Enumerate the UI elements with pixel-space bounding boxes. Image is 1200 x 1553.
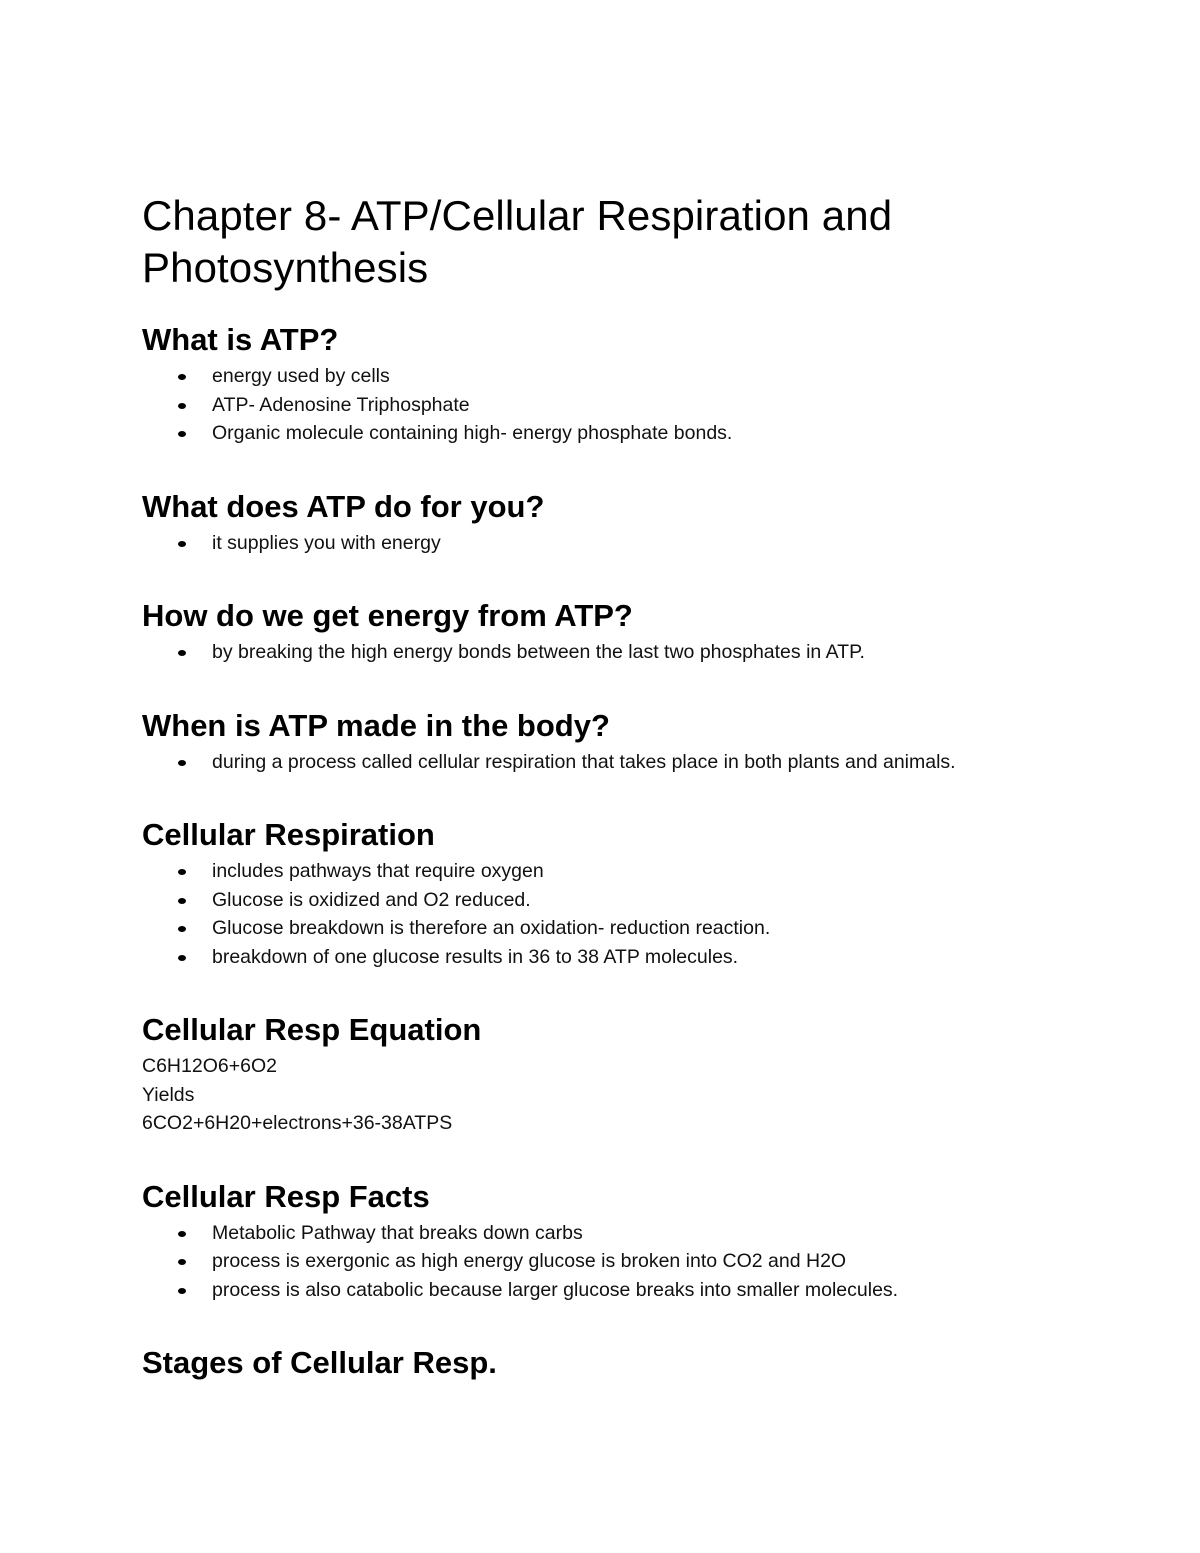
section-when-atp-made — [142, 708, 1102, 777]
document-title: Chapter 8- ATP/Cellular Respiration and Photosynthesis — [142, 192, 893, 291]
bullet-icon — [178, 541, 186, 547]
bullet-list — [142, 529, 1102, 558]
list-item — [142, 638, 1102, 667]
bullet-icon — [178, 374, 186, 380]
list-item — [142, 857, 1102, 886]
document-page — [142, 190, 1102, 1422]
bullet-list — [142, 857, 1102, 971]
list-item-text: Glucose breakdown is therefore an oxidation- reduction reaction. — [212, 917, 771, 939]
list-item-text: breakdown of one glucose results in 36 to 38 ATP molecules. — [212, 945, 739, 968]
list-item-text: energy used by cells — [212, 365, 390, 387]
bullet-icon — [178, 869, 186, 875]
list-item-text: ATP- Adenosine Triphosphate — [212, 393, 470, 416]
list-item-text: by breaking the high energy bonds between the last two phosphates in ATP. — [212, 641, 865, 663]
section-what-is-atp — [142, 322, 1102, 448]
bullet-icon — [178, 760, 186, 766]
bullet-list — [142, 362, 1102, 448]
bullet-icon — [178, 1259, 186, 1265]
list-item-text: during a process called cellular respiration that takes place in both plants and animals. — [212, 750, 956, 773]
bullet-icon — [178, 898, 186, 904]
section-heading: What is ATP? — [142, 322, 339, 357]
list-item — [142, 362, 1102, 391]
list-item — [142, 419, 1102, 448]
section-heading: What does ATP do for you? — [142, 488, 545, 524]
section-cellular-resp-equation — [142, 1012, 1102, 1138]
bullet-icon — [178, 955, 186, 961]
list-item — [142, 943, 1102, 972]
section-heading: Cellular Resp Equation — [142, 1012, 482, 1047]
bullet-icon — [178, 1288, 186, 1294]
list-item-text: Metabolic Pathway that breaks down carbs — [212, 1221, 583, 1244]
list-item-text: process is exergonic as high energy glucose is broken into CO2 and H2O — [212, 1250, 847, 1272]
section-stages-cellular-resp — [142, 1345, 1102, 1381]
bullet-icon — [178, 926, 186, 932]
section-heading: How do we get energy from ATP? — [142, 598, 633, 633]
equation-line: 6CO2+6H20+electrons+36-38ATPS — [142, 1112, 453, 1134]
list-item — [142, 1219, 1102, 1248]
section-heading: When is ATP made in the body? — [142, 707, 610, 743]
bullet-icon — [178, 650, 186, 656]
list-item-text: it supplies you with energy — [212, 531, 441, 554]
equation-line: C6H12O6+6O2 — [142, 1055, 277, 1077]
list-item-text: Glucose is oxidized and O2 reduced. — [212, 888, 531, 911]
list-item — [142, 529, 1102, 558]
list-item-text: includes pathways that require oxygen — [212, 860, 544, 882]
list-item — [142, 886, 1102, 915]
section-what-does-atp-do — [142, 489, 1102, 558]
bullet-list — [142, 748, 1102, 777]
equation-line: Yields — [142, 1083, 195, 1106]
section-heading: Cellular Resp Facts — [142, 1178, 430, 1214]
list-item-text: Organic molecule containing high- energy phosphate bonds. — [212, 422, 733, 444]
bullet-list — [142, 638, 1102, 667]
equation-block — [142, 1052, 1102, 1138]
section-heading: Stages of Cellular Resp. — [142, 1345, 497, 1380]
section-heading: Cellular Respiration — [142, 817, 435, 852]
bullet-icon — [178, 431, 186, 437]
list-item — [142, 748, 1102, 777]
bullet-list — [142, 1219, 1102, 1305]
list-item — [142, 1276, 1102, 1305]
section-energy-from-atp — [142, 598, 1102, 667]
list-item — [142, 391, 1102, 420]
list-item — [142, 1247, 1102, 1276]
list-item-text: process is also catabolic because larger glucose breaks into smaller molecules. — [212, 1278, 899, 1301]
section-cellular-resp-facts — [142, 1179, 1102, 1305]
bullet-icon — [178, 403, 186, 409]
list-item — [142, 914, 1102, 943]
bullet-icon — [178, 1231, 186, 1237]
section-cellular-respiration — [142, 817, 1102, 971]
